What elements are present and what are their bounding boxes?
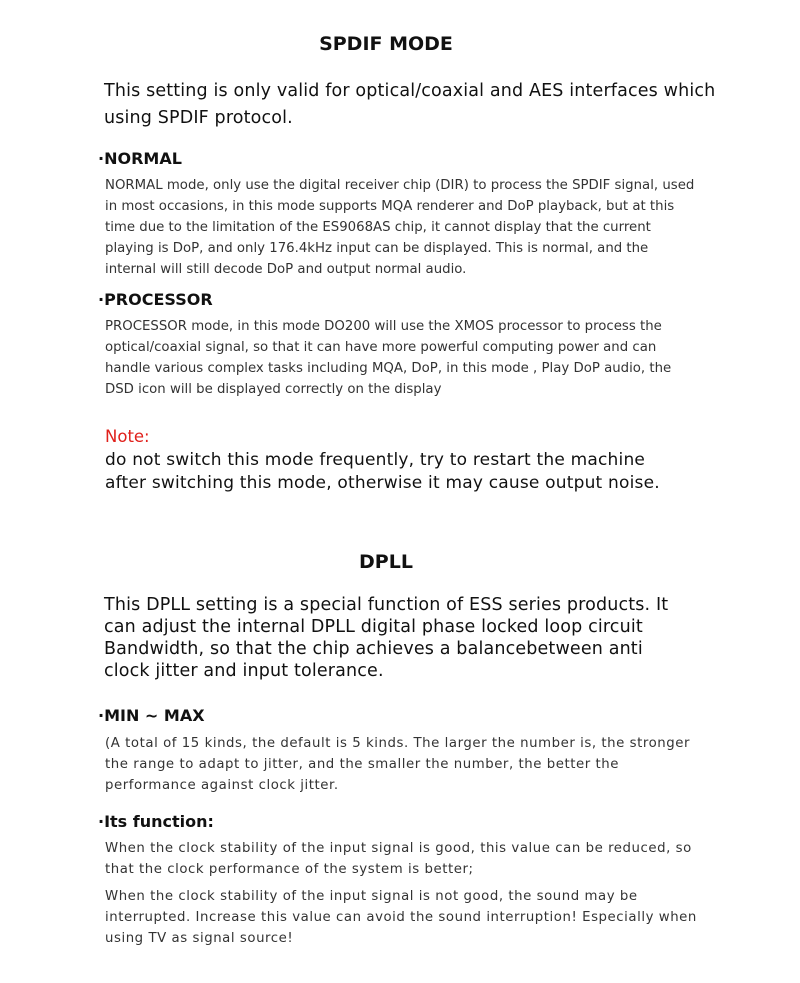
- function-description-bad: When the clock stability of the input signal is not good, the sound may be interrupted. Increase this value can avoid the sound interruption! Especially when using TV as signal source!: [105, 889, 697, 946]
- note-label: Note:: [105, 427, 150, 446]
- processor-heading: ·PROCESSOR: [98, 290, 213, 309]
- note-text: do not switch this mode frequently, try to restart the machine after switching this mode, otherwise it may cause output noise.: [105, 450, 660, 493]
- processor-description: PROCESSOR mode, in this mode DO200 will use the XMOS processor to process the optical/coaxial signal, so that it can have more powerful computing power and can handle various complex tasks including MQA, DoP, in this mode , Play DoP audio, the DSD icon will be displayed correctly on the display: [105, 319, 672, 397]
- normal-description: NORMAL mode, only use the digital receiver chip (DIR) to process the SPDIF signal, used in most occasions, in this mode supports MQA renderer and DoP playback, but at this time due to the limitation of the ES9068AS chip, it cannot display that the current playing is DoP, and only 176.4kHz input can be displayed. This is normal, and the internal will still decode DoP and output normal audio.: [105, 178, 695, 277]
- spdif-mode-title: SPDIF MODE: [319, 33, 453, 55]
- function-heading: ·Its function:: [98, 812, 214, 831]
- dpll-intro: This DPLL setting is a special function of ESS series products. It can adjust the internal DPLL digital phase locked loop circuit Bandwidth, so that the chip achieves a balancebetween anti clock jitter and input tolerance.: [104, 595, 669, 681]
- function-description-good: When the clock stability of the input signal is good, this value can be reduced, so that the clock performance of the system is better;: [105, 841, 692, 877]
- min-max-description: (A total of 15 kinds, the default is 5 kinds. The larger the number is, the stronger the range to adapt to jitter, and the smaller the number, the better the performance against clock jitter.: [105, 736, 691, 793]
- spdif-intro: This setting is only valid for optical/coaxial and AES interfaces which using SPDIF protocol.: [104, 81, 716, 128]
- dpll-title: DPLL: [359, 551, 413, 573]
- normal-heading: ·NORMAL: [98, 149, 182, 168]
- min-max-heading: ·MIN ~ MAX: [98, 706, 205, 725]
